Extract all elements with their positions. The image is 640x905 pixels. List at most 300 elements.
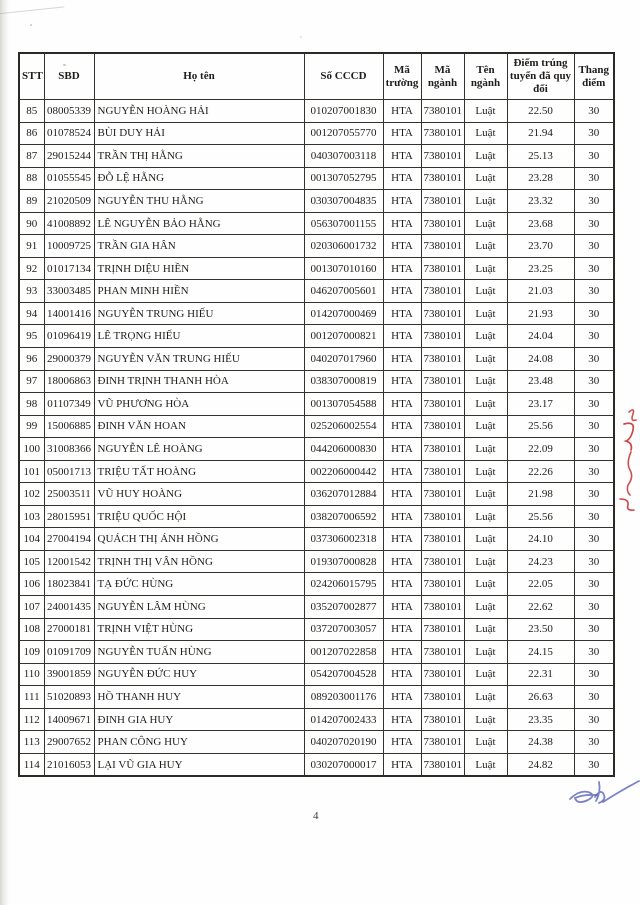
cell-ma-nganh: 7380101 [421,528,464,551]
cell-ma-nganh: 7380101 [421,618,464,641]
cell-so-cccd: 030307004835 [304,190,383,213]
cell-sbd: 01017134 [44,257,94,280]
cell-sbd: 41008892 [44,212,94,235]
cell-ma-nganh: 7380101 [421,235,464,258]
cell-diem-quy-doi: 22.50 [507,100,574,123]
cell-ma-truong: HTA [383,302,421,325]
cell-stt: 110 [19,663,44,686]
table-row [19,235,614,258]
cell-ho-ten: TRỊNH VIỆT HÙNG [94,618,304,641]
cell-ho-ten: PHAN CÔNG HUY [94,731,304,754]
cell-diem-quy-doi: 22.26 [507,460,574,483]
cell-ten-nganh: Luật [464,302,507,325]
cell-ma-truong: HTA [383,348,421,371]
column-header-ho-ten: Họ tên [94,53,304,100]
cell-ten-nganh: Luật [464,550,507,573]
cell-so-cccd: 036207012884 [304,483,383,506]
cell-stt: 87 [19,145,44,168]
cell-ho-ten: TRẦN THỊ HẰNG [94,145,304,168]
cell-thang-diem: 30 [574,145,614,168]
table-row [19,100,614,123]
cell-ho-ten: TẠ ĐỨC HÙNG [94,573,304,596]
cell-thang-diem: 30 [574,257,614,280]
cell-sbd: 01091709 [44,641,94,664]
cell-ma-nganh: 7380101 [421,731,464,754]
cell-ma-nganh: 7380101 [421,212,464,235]
cell-sbd: 33003485 [44,280,94,303]
table-row [19,438,614,461]
cell-so-cccd: 001207022858 [304,641,383,664]
cell-thang-diem: 30 [574,573,614,596]
cell-diem-quy-doi: 22.09 [507,438,574,461]
cell-ten-nganh: Luật [464,370,507,393]
cell-stt: 113 [19,731,44,754]
cell-thang-diem: 30 [574,167,614,190]
cell-ma-nganh: 7380101 [421,370,464,393]
cell-ho-ten: NGUYỄN HOÀNG HẢI [94,100,304,123]
cell-diem-quy-doi: 25.56 [507,415,574,438]
cell-sbd: 01055545 [44,167,94,190]
cell-ten-nganh: Luật [464,122,507,145]
cell-so-cccd: 038307000819 [304,370,383,393]
cell-stt: 91 [19,235,44,258]
cell-so-cccd: 019307000828 [304,550,383,573]
cell-stt: 102 [19,483,44,506]
cell-thang-diem: 30 [574,122,614,145]
table-row [19,483,614,506]
cell-thang-diem: 30 [574,753,614,776]
cell-stt: 104 [19,528,44,551]
cell-diem-quy-doi: 21.94 [507,122,574,145]
cell-ten-nganh: Luật [464,190,507,213]
admission-results-table [18,52,615,777]
table-row [19,708,614,731]
cell-sbd: 08005339 [44,100,94,123]
cell-sbd: 05001713 [44,460,94,483]
cell-so-cccd: 020306001732 [304,235,383,258]
cell-so-cccd: 056307001155 [304,212,383,235]
cell-so-cccd: 001207000821 [304,325,383,348]
cell-diem-quy-doi: 23.70 [507,235,574,258]
cell-ma-truong: HTA [383,528,421,551]
cell-ten-nganh: Luật [464,731,507,754]
cell-thang-diem: 30 [574,415,614,438]
cell-sbd: 18023841 [44,573,94,596]
cell-stt: 88 [19,167,44,190]
cell-ho-ten: NGUYỄN ĐỨC HUY [94,663,304,686]
table-row [19,573,614,596]
cell-so-cccd: 014207000469 [304,302,383,325]
table-row [19,393,614,416]
cell-sbd: 01078524 [44,122,94,145]
cell-ma-nganh: 7380101 [421,122,464,145]
cell-so-cccd: 010207001830 [304,100,383,123]
cell-ho-ten: VŨ HUY HOÀNG [94,483,304,506]
cell-ten-nganh: Luật [464,686,507,709]
column-header-so-cccd: Số CCCD [304,53,383,100]
cell-ma-truong: HTA [383,483,421,506]
cell-ma-truong: HTA [383,663,421,686]
cell-thang-diem: 30 [574,325,614,348]
table-body [19,100,614,777]
table-row [19,145,614,168]
cell-ho-ten: LẠI VŨ GIA HUY [94,753,304,776]
scan-corner-artifact [0,0,64,15]
cell-thang-diem: 30 [574,393,614,416]
cell-ho-ten: TRỊNH THỊ VÂN HỒNG [94,550,304,573]
cell-stt: 105 [19,550,44,573]
cell-ma-nganh: 7380101 [421,257,464,280]
cell-sbd: 15006885 [44,415,94,438]
cell-diem-quy-doi: 21.03 [507,280,574,303]
cell-sbd: 14009671 [44,708,94,731]
cell-sbd: 10009725 [44,235,94,258]
table-row [19,122,614,145]
cell-stt: 86 [19,122,44,145]
cell-diem-quy-doi: 24.15 [507,641,574,664]
table-row [19,753,614,776]
cell-sbd: 01096419 [44,325,94,348]
table-row [19,280,614,303]
table-row [19,528,614,551]
cell-ten-nganh: Luật [464,280,507,303]
cell-thang-diem: 30 [574,641,614,664]
cell-so-cccd: 002206000442 [304,460,383,483]
cell-ten-nganh: Luật [464,100,507,123]
cell-ma-truong: HTA [383,618,421,641]
cell-ho-ten: TRIỆU QUỐC HỘI [94,505,304,528]
table-row [19,415,614,438]
cell-sbd: 24001435 [44,596,94,619]
cell-stt: 108 [19,618,44,641]
cell-ho-ten: LÊ NGUYỄN BẢO HẰNG [94,212,304,235]
cell-ho-ten: QUÁCH THỊ ÁNH HỒNG [94,528,304,551]
cell-ten-nganh: Luật [464,663,507,686]
cell-sbd: 29015244 [44,145,94,168]
cell-ma-truong: HTA [383,235,421,258]
cell-diem-quy-doi: 24.10 [507,528,574,551]
cell-ma-nganh: 7380101 [421,325,464,348]
table-row [19,460,614,483]
cell-ma-nganh: 7380101 [421,302,464,325]
cell-ten-nganh: Luật [464,393,507,416]
cell-ma-truong: HTA [383,505,421,528]
column-header-thang-diem: Thang điểm [574,53,614,100]
cell-diem-quy-doi: 21.98 [507,483,574,506]
column-header-stt: STT [19,53,44,100]
cell-diem-quy-doi: 23.17 [507,393,574,416]
cell-so-cccd: 025206002554 [304,415,383,438]
cell-ma-truong: HTA [383,708,421,731]
cell-thang-diem: 30 [574,302,614,325]
cell-so-cccd: 014207002433 [304,708,383,731]
cell-stt: 94 [19,302,44,325]
cell-sbd: 21016053 [44,753,94,776]
cell-ma-nganh: 7380101 [421,641,464,664]
table-row [19,370,614,393]
cell-thang-diem: 30 [574,596,614,619]
table-row [19,212,614,235]
cell-stt: 95 [19,325,44,348]
cell-ho-ten: TRIỆU TẤT HOÀNG [94,460,304,483]
cell-ma-nganh: 7380101 [421,167,464,190]
cell-stt: 96 [19,348,44,371]
cell-ten-nganh: Luật [464,753,507,776]
cell-ma-truong: HTA [383,325,421,348]
table-row [19,618,614,641]
cell-ho-ten: BÙI DUY HẢI [94,122,304,145]
cell-stt: 111 [19,686,44,709]
cell-stt: 92 [19,257,44,280]
cell-sbd: 12001542 [44,550,94,573]
cell-sbd: 14001416 [44,302,94,325]
cell-ten-nganh: Luật [464,257,507,280]
cell-thang-diem: 30 [574,731,614,754]
cell-diem-quy-doi: 24.82 [507,753,574,776]
cell-ma-truong: HTA [383,190,421,213]
table-row [19,348,614,371]
cell-diem-quy-doi: 23.68 [507,212,574,235]
cell-stt: 85 [19,100,44,123]
scan-speck [30,24,32,26]
cell-ma-nganh: 7380101 [421,550,464,573]
cell-so-cccd: 038207006592 [304,505,383,528]
cell-stt: 107 [19,596,44,619]
cell-ma-nganh: 7380101 [421,596,464,619]
cell-ten-nganh: Luật [464,505,507,528]
cell-diem-quy-doi: 25.56 [507,505,574,528]
table-row [19,325,614,348]
cell-thang-diem: 30 [574,708,614,731]
cell-ma-truong: HTA [383,122,421,145]
cell-ho-ten: TRẦN GIA HÂN [94,235,304,258]
table-row [19,190,614,213]
cell-sbd: 39001859 [44,663,94,686]
cell-ten-nganh: Luật [464,618,507,641]
cell-sbd: 27004194 [44,528,94,551]
cell-stt: 109 [19,641,44,664]
table-row [19,550,614,573]
cell-sbd: 01107349 [44,393,94,416]
cell-ho-ten: ĐINH TRỊNH THANH HÒA [94,370,304,393]
cell-ten-nganh: Luật [464,596,507,619]
cell-diem-quy-doi: 24.08 [507,348,574,371]
cell-ma-truong: HTA [383,641,421,664]
cell-ho-ten: ĐINH GIA HUY [94,708,304,731]
cell-sbd: 31008366 [44,438,94,461]
cell-sbd: 27000181 [44,618,94,641]
cell-thang-diem: 30 [574,280,614,303]
table-row [19,663,614,686]
cell-diem-quy-doi: 23.48 [507,370,574,393]
cell-ten-nganh: Luật [464,528,507,551]
cell-sbd: 28015951 [44,505,94,528]
cell-diem-quy-doi: 23.28 [507,167,574,190]
cell-ma-truong: HTA [383,731,421,754]
table-row [19,302,614,325]
cell-ma-nganh: 7380101 [421,753,464,776]
cell-ho-ten: NGUYỄN LÊ HOÀNG [94,438,304,461]
table-row [19,505,614,528]
cell-ten-nganh: Luật [464,415,507,438]
cell-stt: 100 [19,438,44,461]
column-header-diem-quy-doi: Điểm trúng tuyển đã quy đổi [507,53,574,100]
cell-ma-nganh: 7380101 [421,280,464,303]
cell-diem-quy-doi: 23.25 [507,257,574,280]
cell-stt: 106 [19,573,44,596]
cell-ten-nganh: Luật [464,641,507,664]
cell-ma-truong: HTA [383,596,421,619]
cell-sbd: 25003511 [44,483,94,506]
table-row [19,731,614,754]
cell-ma-nganh: 7380101 [421,505,464,528]
cell-ma-truong: HTA [383,370,421,393]
cell-sbd: 29007652 [44,731,94,754]
scan-edge-shadow [0,0,9,905]
cell-thang-diem: 30 [574,348,614,371]
cell-ma-nganh: 7380101 [421,393,464,416]
cell-so-cccd: 044206000830 [304,438,383,461]
cell-stt: 93 [19,280,44,303]
cell-diem-quy-doi: 23.32 [507,190,574,213]
header-row [19,53,614,100]
cell-thang-diem: 30 [574,505,614,528]
cell-ma-truong: HTA [383,415,421,438]
cell-so-cccd: 040207020190 [304,731,383,754]
cell-ten-nganh: Luật [464,483,507,506]
cell-ten-nganh: Luật [464,573,507,596]
cell-ma-nganh: 7380101 [421,415,464,438]
cell-so-cccd: 001307052795 [304,167,383,190]
cell-ten-nganh: Luật [464,460,507,483]
cell-ten-nganh: Luật [464,708,507,731]
cell-sbd: 51020893 [44,686,94,709]
cell-ma-truong: HTA [383,100,421,123]
cell-ma-nganh: 7380101 [421,190,464,213]
cell-thang-diem: 30 [574,438,614,461]
cell-ma-nganh: 7380101 [421,100,464,123]
cell-ma-nganh: 7380101 [421,573,464,596]
cell-diem-quy-doi: 22.31 [507,663,574,686]
table-row [19,596,614,619]
cell-ma-truong: HTA [383,550,421,573]
cell-diem-quy-doi: 23.35 [507,708,574,731]
cell-ho-ten: NGUYỄN LÂM HÙNG [94,596,304,619]
cell-stt: 99 [19,415,44,438]
cell-diem-quy-doi: 24.04 [507,325,574,348]
scan-speck [300,36,302,38]
cell-ho-ten: TRỊNH DIỆU HIỀN [94,257,304,280]
cell-diem-quy-doi: 24.38 [507,731,574,754]
table-row [19,686,614,709]
cell-stt: 90 [19,212,44,235]
cell-ma-truong: HTA [383,212,421,235]
cell-ma-nganh: 7380101 [421,708,464,731]
column-header-ma-nganh: Mã ngành [421,53,464,100]
cell-ma-truong: HTA [383,438,421,461]
cell-thang-diem: 30 [574,235,614,258]
cell-ma-truong: HTA [383,145,421,168]
cell-stt: 103 [19,505,44,528]
cell-so-cccd: 030207000017 [304,753,383,776]
cell-so-cccd: 001307010160 [304,257,383,280]
cell-stt: 112 [19,708,44,731]
cell-thang-diem: 30 [574,100,614,123]
cell-diem-quy-doi: 21.93 [507,302,574,325]
cell-thang-diem: 30 [574,550,614,573]
cell-diem-quy-doi: 22.62 [507,596,574,619]
cell-ma-truong: HTA [383,257,421,280]
cell-stt: 114 [19,753,44,776]
cell-ho-ten: LÊ TRỌNG HIẾU [94,325,304,348]
cell-ma-nganh: 7380101 [421,460,464,483]
cell-so-cccd: 035207002877 [304,596,383,619]
cell-ma-truong: HTA [383,460,421,483]
cell-ho-ten: VŨ PHƯƠNG HÒA [94,393,304,416]
cell-ho-ten: NGUYỄN TUẤN HÙNG [94,641,304,664]
cell-ho-ten: NGUYỄN VĂN TRUNG HIẾU [94,348,304,371]
cell-ho-ten: NGUYỄN THU HẰNG [94,190,304,213]
cell-so-cccd: 046207005601 [304,280,383,303]
cell-ten-nganh: Luật [464,235,507,258]
cell-sbd: 18006863 [44,370,94,393]
cell-ma-nganh: 7380101 [421,348,464,371]
cell-ma-truong: HTA [383,753,421,776]
cell-ho-ten: ĐỖ LỆ HẰNG [94,167,304,190]
column-header-ten-nganh: Tên ngành [464,53,507,100]
cell-thang-diem: 30 [574,190,614,213]
cell-thang-diem: 30 [574,686,614,709]
cell-ma-nganh: 7380101 [421,663,464,686]
cell-sbd: 21020509 [44,190,94,213]
cell-ten-nganh: Luật [464,212,507,235]
cell-ho-ten: HỒ THANH HUY [94,686,304,709]
cell-thang-diem: 30 [574,370,614,393]
cell-diem-quy-doi: 22.05 [507,573,574,596]
cell-so-cccd: 089203001176 [304,686,383,709]
table-row [19,257,614,280]
cell-so-cccd: 001207055770 [304,122,383,145]
cell-diem-quy-doi: 23.50 [507,618,574,641]
cell-ma-truong: HTA [383,167,421,190]
table-row [19,641,614,664]
cell-diem-quy-doi: 24.23 [507,550,574,573]
cell-so-cccd: 037306002318 [304,528,383,551]
cell-thang-diem: 30 [574,212,614,235]
cell-ma-nganh: 7380101 [421,686,464,709]
cell-so-cccd: 037207003057 [304,618,383,641]
cell-thang-diem: 30 [574,460,614,483]
cell-stt: 89 [19,190,44,213]
cell-diem-quy-doi: 26.63 [507,686,574,709]
cell-stt: 97 [19,370,44,393]
cell-ma-nganh: 7380101 [421,438,464,461]
cell-thang-diem: 30 [574,663,614,686]
cell-stt: 101 [19,460,44,483]
cell-ho-ten: NGUYỄN TRUNG HIẾU [94,302,304,325]
page-number: 4 [313,810,319,822]
cell-ten-nganh: Luật [464,145,507,168]
column-header-ma-truong: Mã trường [383,53,421,100]
cell-so-cccd: 024206015795 [304,573,383,596]
cell-ma-truong: HTA [383,686,421,709]
cell-ma-truong: HTA [383,280,421,303]
cell-sbd: 29000379 [44,348,94,371]
cell-thang-diem: 30 [574,618,614,641]
cell-ho-ten: ĐINH VĂN HOAN [94,415,304,438]
cell-ho-ten: PHAN MINH HIỀN [94,280,304,303]
cell-ma-nganh: 7380101 [421,483,464,506]
